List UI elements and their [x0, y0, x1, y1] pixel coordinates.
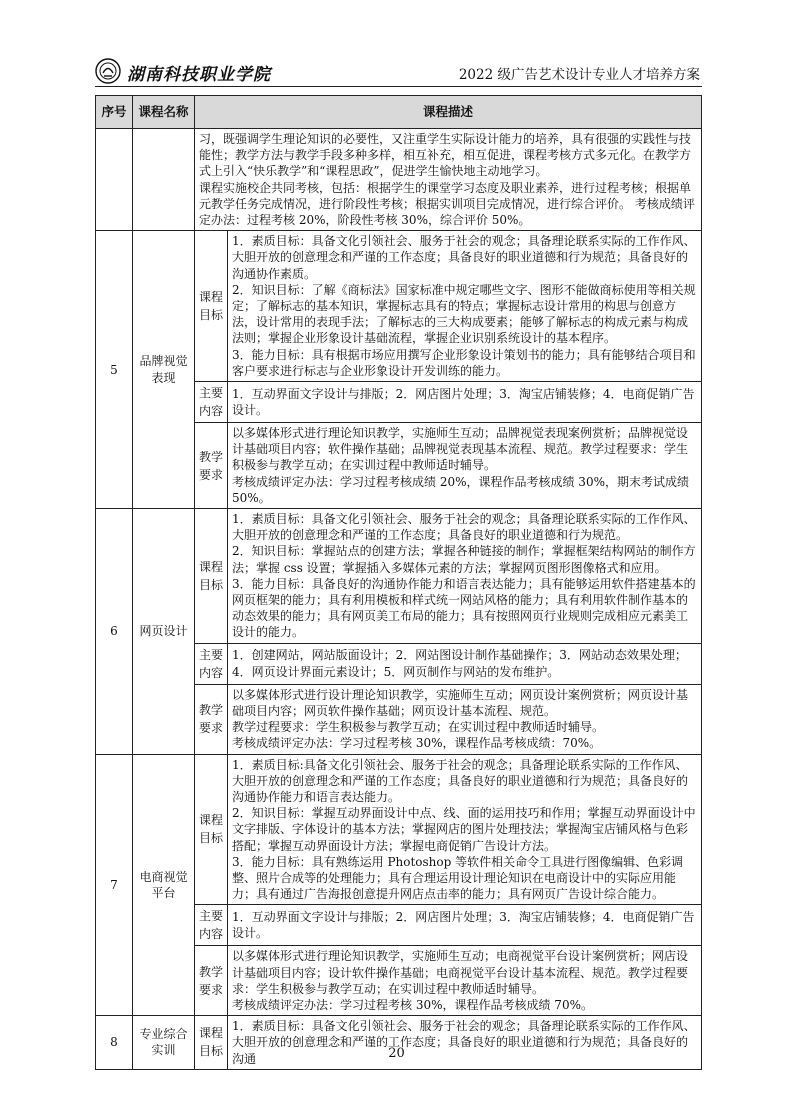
school-name: 湖南科技职业学院	[127, 65, 271, 85]
school-logo-icon	[95, 58, 121, 84]
desc-line: 3．能力目标：具有熟练运用 Photoshop 等软件相关命令工具进行图像编辑、色彩调整、照片合成等的处理能力；具有合理运用设计理论知识在电商设计中的实际应用能力；具有通过广告海报创意提升网店点击率的能力；具有网页广告设计综合能力。	[232, 854, 684, 902]
desc-line: 3．能力目标：具有根据市场应用撰写企业形象设计策划书的能力；具有能够结合项目和客户要求进行标志与企业形象设计开发训练的能力。	[232, 347, 696, 378]
section-desc	[228, 509, 702, 644]
section-label: 主要 内容	[195, 382, 228, 423]
desc-line: 2．知识目标：掌握站点的创建方法；掌握各种链接的制作；掌握框架结构网站的制作方法；掌握 css 设置；掌握插入多媒体元素的方法；掌握网页图形图像格式和应用。	[232, 544, 696, 575]
desc-line: 以多媒体形式进行理论知识教学，实施师生互动；电商视觉平台设计案例赏析；网店设计基础项目内容；设计软件操作基础；电商视觉平台设计基本流程、规范。教学过程要求：学生积极参与教学互动；在实训过程中教师适时辅导。	[232, 949, 689, 996]
desc-line: 教学过程要求：学生积极参与教学互动；在实训过程中教师适时辅导。	[232, 720, 605, 735]
desc-line: 1．素质目标:具备文化引领社会、服务于社会的观念；具备理论联系实际的工作作风、大胆开放的创意理念和严谨的工作态度；具备良好的职业道德和行为规范；具备良好的沟通协作能力和语言表达能力。	[232, 757, 689, 804]
header-rule	[95, 86, 702, 87]
section-label: 课程 目标	[195, 1016, 228, 1070]
course-number: 7	[96, 754, 133, 1016]
course-number: 6	[96, 509, 133, 754]
section-desc	[228, 684, 702, 754]
course-name: 电商视觉平台	[133, 754, 195, 1016]
desc-line: 1．互动界面文字设计与排版；2．网店图片处理；3．淘宝店铺装修；4．电商促销广告设计。	[232, 910, 695, 941]
cell-no	[96, 129, 133, 231]
table-row	[96, 509, 702, 644]
section-label: 主要 内容	[195, 905, 228, 946]
desc-line: 以多媒体形式进行设计理论知识教学，实施师生互动；网页设计案例赏析；网页设计基础项目内容；网页软件操作基础；网页设计基本流程、规范。	[232, 687, 689, 718]
section-label: 教学 要求	[195, 946, 228, 1016]
header-no: 序号	[96, 96, 133, 129]
desc-line: 1．素质目标：具备文化引领社会、服务于社会的观念；具备理论联系实际的工作作风、大胆开放的创意理念和严谨的工作态度；具备良好的职业道德和行为规范。	[232, 512, 696, 543]
header-name: 课程名称	[133, 96, 195, 129]
course-number: 5	[96, 231, 133, 509]
section-desc	[228, 382, 702, 423]
section-desc	[228, 423, 702, 509]
section-desc	[228, 905, 702, 946]
desc-line: 以多媒体形式进行理论知识教学，实施师生互动；品牌视觉表现案例赏析；品牌视觉设计基础项目内容；软件操作基础；品牌视觉表现基本流程、规范。教学过程要求：学生积极参与教学互动；在实训过程中教师适时辅导。	[232, 426, 689, 473]
desc-line: 考核成绩评定办法：学习过程考核 30%，课程作品考核成绩 70%。	[232, 997, 593, 1012]
desc-line: 课程实施校企共同考核，包括：根据学生的课堂学习态度及职业素养，进行过程考核；根据单元教学任务完成情况，进行阶段性考核；根据实训项目完成情况，进行综合评价。 考核成绩评定办法：过程考核 20%，阶段性考核 30%，综合评价 50%。	[199, 180, 695, 228]
section-desc	[228, 1016, 702, 1070]
section-label: 课程 目标	[195, 231, 228, 382]
desc-line: 3．能力目标：具备良好的沟通协作能力和语言表达能力；具有能够运用软件搭建基本的网页框架的能力；具有利用模板和样式统一网站风格的能力；具有利用软件制作基本的动态效果的能力；具有网页美工布局的能力；具有按照网页行业规则完成相应元素美工设计的能力。	[232, 576, 696, 640]
course-name: 网页设计	[133, 509, 195, 754]
cell-name	[133, 129, 195, 231]
document-title: 2022 级广告艺术设计专业人才培养方案	[458, 67, 700, 83]
section-label: 教学 要求	[195, 423, 228, 509]
section-desc	[228, 231, 702, 382]
course-name: 专业综合实训	[133, 1016, 195, 1070]
desc-line: 考核成绩评定办法：学习过程考核成绩 20%，课程作品考核成绩 30%，期末考试成绩 50%。	[232, 474, 689, 505]
desc-line: 考核成绩评定办法：学习过程考核 30%，课程作品考核成绩：70%。	[232, 736, 602, 751]
desc-line: 1．素质目标：具备文化引领社会、服务于社会的观念；具备理论联系实际的工作作风、大胆开放的创意理念和严谨的工作态度；具备良好的职业道德和行为规范；具备良好的沟通协作素质。	[232, 234, 696, 281]
section-desc	[228, 643, 702, 684]
continuation-desc	[195, 129, 702, 231]
desc-line: 2．知识目标：掌握互动界面设计中点、线、面的运用技巧和作用；掌握互动界面设计中文字排版、字体设计的基本方法；掌握网店的图片处理技法；掌握淘宝店铺风格与色彩搭配；掌握互动界面设计方法；掌握电商促销广告设计方法。	[232, 806, 696, 853]
section-label: 课程 目标	[195, 754, 228, 905]
desc-line: 1．创建网站，网站版面设计；2．网站图设计制作基础操作；3．网站动态效果处理；4．网页设计界面元素设计；5．网页制作与网站的发布维护。	[232, 648, 687, 679]
page-number: 20	[388, 1046, 405, 1061]
section-label: 课程 目标	[195, 509, 228, 644]
section-label: 主要 内容	[195, 643, 228, 684]
page-header	[95, 58, 700, 84]
table-row	[96, 1016, 702, 1070]
desc-line: 习，既强调学生理论知识的必要性，又注重学生实际设计能力的培养，具有很强的实践性与技能性；教学方法与教学手段多种多样，相互补充，相互促进，课程考核方式多元化。在教学方式上引入“快乐教学”和“课程思政”，促进学生愉快地主动地学习。	[199, 132, 692, 179]
section-desc	[228, 754, 702, 905]
section-label: 教学 要求	[195, 684, 228, 754]
table-header-row	[96, 96, 702, 129]
course-table	[95, 95, 702, 1070]
desc-line: 1．互动界面文字设计与排版；2．网店图片处理；3．淘宝店铺装修；4．电商促销广告设计。	[232, 386, 695, 418]
section-desc	[228, 946, 702, 1016]
course-number: 8	[96, 1016, 133, 1070]
table-row	[96, 754, 702, 905]
header-desc: 课程描述	[195, 96, 702, 129]
desc-line: 2．知识目标：了解《商标法》国家标准中规定哪些文字、图形不能做商标使用等相关规定；了解标志的基本知识，掌握标志具有的特点；掌握标志设计常用的构思与创意方法，设计常用的表现手法；了解标志的三大构成要素；能够了解标志的构成元素与构成法则；掌握企业形象设计基础流程，掌握企业识别系统设计的基本程序。	[232, 282, 696, 346]
course-name: 品牌视觉表现	[133, 231, 195, 509]
table-row	[96, 231, 702, 382]
desc-line: 1．素质目标：具备文化引领社会、服务于社会的观念；具备理论联系实际的工作作风、大胆开放的创意理念和严谨的工作态度；具备良好的职业道德和行为规范；具备良好的沟通	[232, 1019, 696, 1066]
table-row	[96, 129, 702, 231]
